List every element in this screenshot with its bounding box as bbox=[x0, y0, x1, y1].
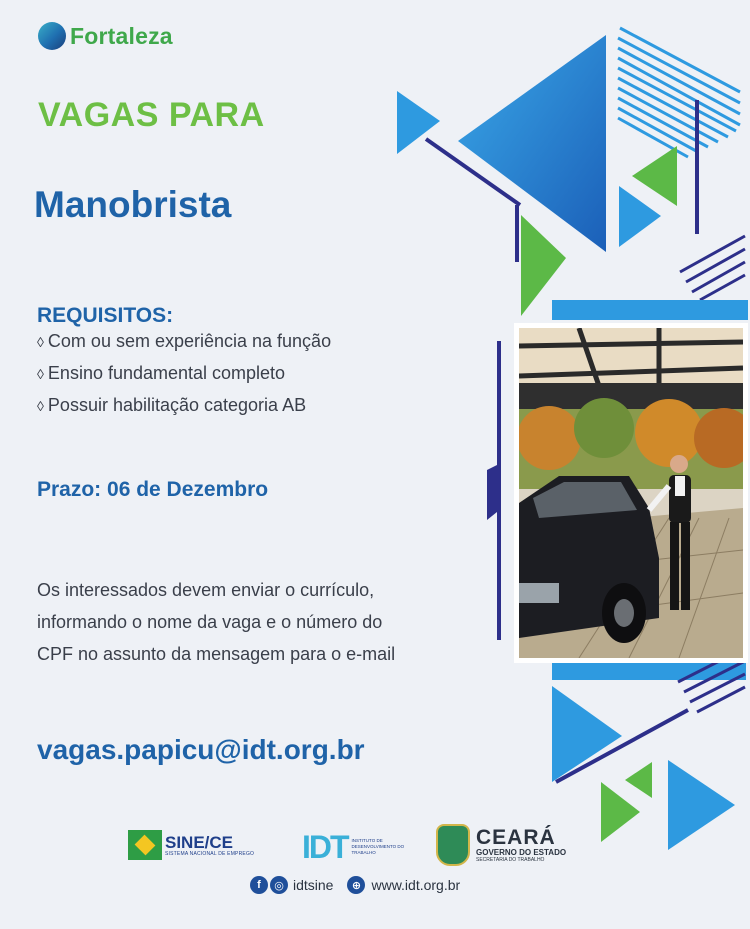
list-item: ◊ Possuir habilitação categoria AB bbox=[37, 395, 307, 415]
sine-subtitle: SISTEMA NACIONAL DE EMPREGO bbox=[165, 850, 255, 857]
idt-mark: IDT bbox=[302, 829, 348, 865]
requirements-title: REQUISITOS: bbox=[37, 304, 174, 327]
sine-name: SINE/CE bbox=[165, 832, 234, 852]
brazil-flag-icon bbox=[128, 830, 162, 860]
city-logo-dot bbox=[38, 22, 66, 50]
triangle-green-bottom-2 bbox=[601, 782, 640, 842]
requirements-list bbox=[37, 327, 331, 423]
city-header bbox=[38, 22, 173, 50]
city-name: Fortaleza bbox=[70, 22, 173, 49]
triangle-large-blue bbox=[458, 35, 606, 252]
ceara-secretariat: SECRETARIA DO TRABALHO bbox=[476, 857, 545, 863]
instructions-text: Os interessados devem enviar o currículo, informando o nome da vaga e o número do CPF no assunto da mensagem para o e-mail bbox=[37, 580, 396, 664]
facebook-icon[interactable]: f bbox=[250, 876, 268, 894]
instagram-icon[interactable]: ◎ bbox=[270, 876, 288, 894]
bar-cyan-bottom bbox=[552, 662, 746, 680]
navy-tick-left-frame bbox=[487, 465, 497, 520]
triangle-cyan-mid bbox=[619, 186, 661, 247]
valet-photo bbox=[519, 328, 743, 658]
bar-cyan-top bbox=[552, 300, 748, 320]
social-handle[interactable]: idtsine bbox=[293, 877, 334, 893]
ceara-seal-icon bbox=[436, 824, 470, 866]
stripes-top-right bbox=[618, 28, 740, 157]
globe-icon: ⊕ bbox=[347, 876, 365, 894]
idt-logo bbox=[302, 829, 412, 865]
triangle-green-top bbox=[632, 146, 677, 206]
email-link[interactable]: vagas.papicu@idt.org.br bbox=[37, 734, 365, 765]
ceara-logo bbox=[436, 824, 566, 866]
triangle-green-bottom-1 bbox=[625, 762, 652, 798]
job-title: Manobrista bbox=[34, 184, 232, 225]
list-item: ◊ Ensino fundamental completo bbox=[37, 363, 286, 383]
photo-frame bbox=[514, 323, 748, 663]
ceara-name: CEARÁ bbox=[476, 826, 556, 849]
idt-subtitle: INSTITUTO DE DESENVOLVIMENTO DO TRABALHO bbox=[351, 838, 405, 855]
diamond-bullet-icon: ◊ bbox=[37, 334, 44, 350]
headline: VAGAS PARA bbox=[38, 96, 265, 134]
list-item: ◊ Com ou sem experiência na função bbox=[37, 331, 332, 351]
diamond-bullet-icon: ◊ bbox=[37, 398, 44, 414]
social-footer bbox=[250, 876, 460, 894]
stripes-mid-right bbox=[680, 236, 745, 300]
triangle-cyan-bottom-right bbox=[668, 760, 735, 850]
ceara-government: GOVERNO DO ESTADO bbox=[476, 848, 567, 857]
triangle-cyan-bottom-left bbox=[552, 686, 622, 782]
website-link[interactable]: www.idt.org.br bbox=[371, 877, 461, 893]
deadline: Prazo: 06 de Dezembro bbox=[37, 478, 269, 501]
sine-logo bbox=[128, 830, 254, 860]
diamond-bullet-icon: ◊ bbox=[37, 366, 44, 382]
